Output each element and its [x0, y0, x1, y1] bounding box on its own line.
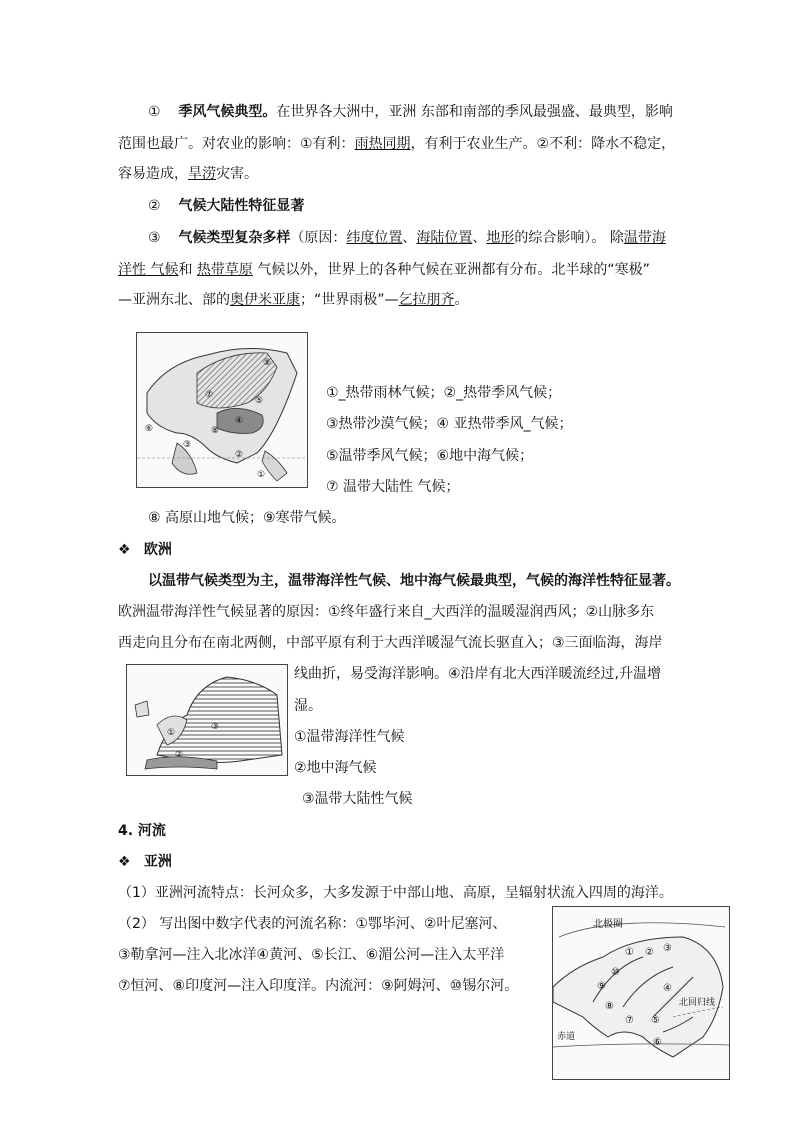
rivers-point-1: （1）亚洲河流特点：长河众多，大多发源于中部山地、高原，呈辐射状流入四周的海洋。: [118, 885, 673, 901]
map-number: ⑧: [211, 426, 220, 436]
map-number: ⑨: [597, 981, 606, 992]
complex-text: 、: [402, 230, 417, 246]
complex-text: 气候以外，世界上的各种气候在亚洲都有分布。北半球的“寒极”: [252, 262, 650, 278]
monsoon-text: 在世界各大洲中，亚洲 东部和南部的季风最强盛、最典型，影响: [276, 104, 673, 120]
europe-heading: [118, 540, 172, 560]
europe-climate-map: [126, 664, 288, 776]
asia-climate-map: [136, 332, 308, 488]
asia-climate-list-4: ⑦ 温带大陆性 气候；: [326, 479, 460, 495]
section-heading: 亚洲: [143, 854, 172, 870]
complex-answer: 奥伊米亚康: [230, 292, 300, 308]
rivers-point-2: （2） 写出图中数字代表的河流名称：①鄂毕河、②叶尼塞河、: [118, 916, 507, 932]
monsoon-text: 灾害。: [216, 166, 258, 182]
map-number: ④: [235, 416, 244, 426]
asia-climate-list-1: ①_热带雨林气候；②_热带季风气候；: [326, 385, 562, 401]
complex-answer: 温带海: [623, 230, 666, 246]
complex-title: 气候类型复杂多样: [178, 230, 291, 246]
rivers-point-3: ③勒拿河—注入北冰洋④黄河、⑤长江、⑥湄公河—注入太平洋: [118, 947, 505, 963]
asia-climate-list-5: ⑧ 高原山地气候；⑨寒带气候。: [148, 510, 346, 526]
map-number: ⑥: [145, 424, 154, 434]
item-number: ③: [148, 230, 161, 246]
continental-line: [148, 196, 304, 216]
complex-text: —亚洲东北、部的: [118, 292, 230, 308]
section-heading: 欧洲: [143, 542, 172, 558]
asia-climate-list-2: ③热带沙漠气候；④ 亚热带季风_气候；: [326, 416, 573, 432]
asia-rivers-map: [552, 906, 730, 1080]
monsoon-answer: 雨热同期: [354, 136, 411, 152]
rivers-point-4: ⑦恒河、⑧印度河—注入印度洋。内流河：⑨阿姆河、⑩锡尔河。: [118, 978, 519, 994]
complex-answer: 纬度位置: [346, 230, 403, 246]
map-number: ③: [183, 440, 192, 450]
monsoon-line-3: [118, 164, 258, 184]
complex-line-3: [118, 290, 469, 310]
monsoon-text: 容易造成，: [118, 166, 188, 182]
map-number: ⑥: [653, 1037, 662, 1048]
map-number: ⑦: [625, 1015, 634, 1026]
europe-reason-2: 西走向且分布在南北两侧，中部平原有利于大西洋暖湿气流长驱直入；③三面临海，海岸: [118, 635, 663, 651]
europe-climate-1: ①温带海洋性气候: [294, 729, 405, 745]
complex-answer: 热带草原: [196, 262, 253, 278]
complex-answer: 洋性 气候: [118, 262, 179, 278]
map-label: 北极圈: [593, 919, 623, 930]
europe-summary: 以温带气候类型为主，温带海洋性气候、地中海气候最典型，气候的海洋性特征显著。: [148, 573, 680, 589]
complex-text: （原因：: [290, 230, 347, 246]
map-number: ⑩: [611, 967, 620, 978]
rivers-asia-heading: [118, 852, 172, 872]
map-number: ②: [175, 750, 184, 760]
item-number: ①: [148, 104, 161, 120]
asia-climate-list-3: ⑤温带季风气候；⑥地中海气候；: [326, 448, 534, 464]
continental-title: 气候大陆性特征显著: [178, 198, 305, 214]
rivers-heading: 4. 河流: [118, 823, 166, 839]
complex-text: 、: [472, 230, 487, 246]
map-number: ④: [663, 983, 672, 994]
map-number: ①: [167, 728, 176, 738]
bullet-icon: ❖: [118, 854, 131, 870]
complex-line-1: [148, 228, 666, 248]
map-number: ①: [257, 470, 266, 480]
monsoon-line-1: [148, 102, 673, 122]
europe-reason-1: 欧洲温带海洋性气候显著的原因：①终年盛行来自_大西洋的温暖湿润西风；②山脉多东: [118, 604, 655, 620]
map-number: ⑤: [651, 1015, 660, 1026]
monsoon-line-2: [118, 134, 675, 154]
complex-answer: 地形: [486, 230, 515, 246]
monsoon-answer: 旱涝: [188, 166, 216, 182]
map-number: ⑧: [605, 1001, 614, 1012]
complex-text: 。: [454, 292, 469, 308]
complex-text: ；“世界雨极”—: [300, 292, 399, 308]
monsoon-text: 范围也最广。对农业的影响：①有利：: [118, 136, 355, 152]
europe-reason-4: 湿。: [294, 698, 322, 714]
complex-answer: 乞拉朋齐: [398, 292, 455, 308]
complex-line-2: [118, 260, 650, 280]
bullet-icon: ❖: [118, 542, 131, 558]
map-number: ③: [663, 943, 672, 954]
map-number: ⑤: [255, 396, 264, 406]
europe-reason-3: 线曲折，易受海洋影响。④沿岸有北大西洋暖流经过,升温增: [294, 666, 661, 682]
map-label: 赤道: [557, 1032, 576, 1042]
monsoon-title: 季风气候典型。: [178, 104, 277, 120]
map-number: ②: [235, 450, 244, 460]
complex-text: 的综合影响）。 除: [514, 230, 624, 246]
map-number: ⑨: [263, 358, 272, 368]
map-label: 北回归线: [679, 998, 716, 1008]
europe-climate-3: ③温带大陆性气候: [302, 791, 413, 807]
map-number: ②: [645, 947, 654, 958]
monsoon-text: ，有利于农业生产。②不利：降水不稳定，: [410, 136, 676, 152]
map-number: ③: [211, 722, 220, 732]
map-number: ①: [625, 947, 634, 958]
europe-climate-2: ②地中海气候: [294, 760, 377, 776]
complex-answer: 海陆位置: [416, 230, 473, 246]
item-number: ②: [148, 198, 161, 214]
complex-text: 和: [178, 262, 197, 278]
map-number: ⑦: [205, 390, 214, 400]
